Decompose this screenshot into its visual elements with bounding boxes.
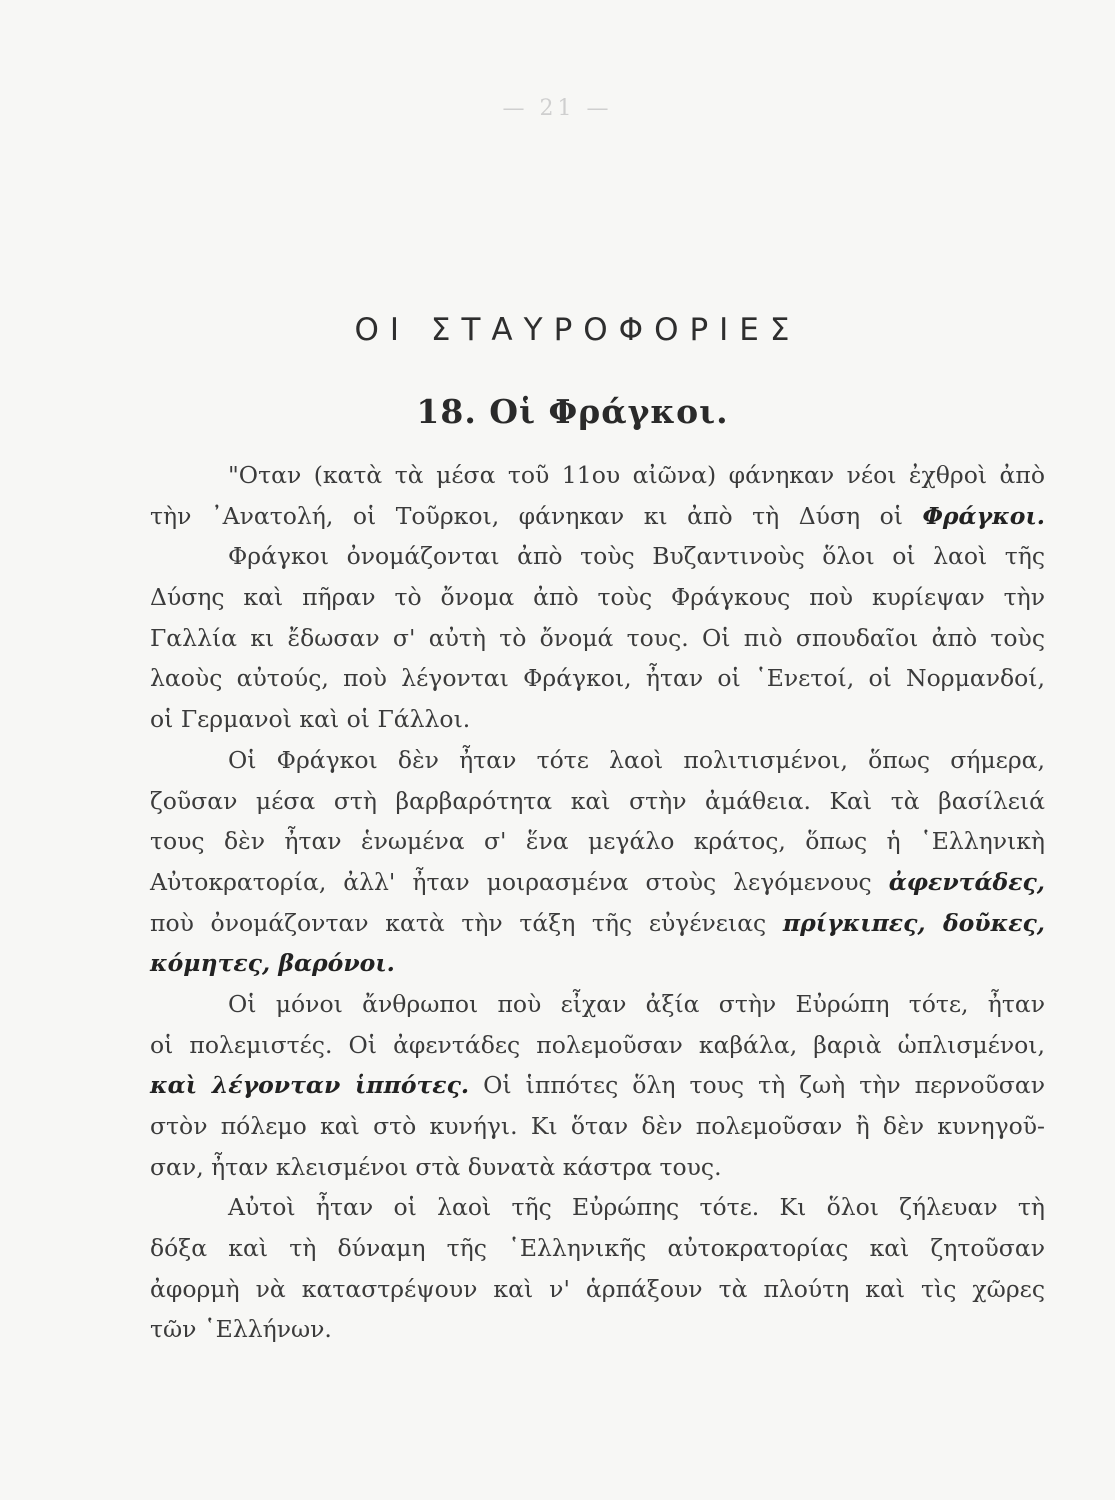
text-segment: ζοῦσαν μέσα στὴ βαρβαρότητα καὶ στὴν ἀμάθεια. Καὶ τὰ βασίλειά <box>150 786 1045 815</box>
text-line <box>150 496 1045 537</box>
text-line <box>150 577 1045 618</box>
text-line <box>150 943 1045 984</box>
text-segment: στὸν πόλεμο καὶ στὸ κυνήγι. Κι ὅταν δὲν πολεμοῦσαν ἢ δὲν κυνηγοῦ- <box>150 1112 1045 1140</box>
emphasized-term: καὶ λέγονταν <box>150 1071 356 1100</box>
text-line <box>150 862 1045 903</box>
emphasized-term: ἱππότες. <box>355 1071 470 1100</box>
text-line <box>150 1106 1045 1147</box>
emphasized-term: Φράγκοι. <box>922 501 1045 530</box>
page-number: — 21 — <box>502 96 613 121</box>
text-segment: τους δὲν ἦταν ἑνωμένα σ' ἕνα μεγάλο κράτος, ὅπως ἡ ῾Ελληνικὴ <box>150 827 1045 856</box>
text-line <box>150 1269 1045 1310</box>
text-segment: δόξα καὶ τὴ δύναμη τῆς ῾Ελληνικῆς αὐτοκρατορίας καὶ ζητοῦσαν <box>150 1234 1045 1263</box>
text-line <box>150 1065 1045 1106</box>
text-segment: Γαλλία κι ἔδωσαν σ' αὐτὴ τὸ ὄνομά τους. Οἱ πιὸ σπουδαῖοι ἀπὸ τοὺς <box>150 623 1045 652</box>
text-line <box>150 455 1045 496</box>
text-segment: σαν, ἦταν κλεισμένοι στὰ δυνατὰ κάστρα τους. <box>150 1152 722 1181</box>
text-line <box>150 618 1045 659</box>
text-line <box>150 699 1045 740</box>
text-segment: ποὺ ὀνομάζονταν κατὰ τὴν τάξη τῆς εὐγένειας <box>150 908 783 937</box>
text-segment: Αὐτοκρατορία, ἀλλ' ἦταν μοιρασμένα στοὺς λεγόμενους <box>150 867 889 896</box>
section-heading: 18. Οἱ Φράγκοι. <box>416 392 729 431</box>
text-segment: "Οταν (κατὰ τὰ μέσα τοῦ 11ου αἰῶνα) φάνηκαν νέοι ἐχθροὶ ἀπὸ <box>228 461 1045 489</box>
text-line <box>150 740 1045 781</box>
text-line <box>150 781 1045 822</box>
text-segment: Οἱ μόνοι ἄνθρωποι ποὺ εἶχαν ἀξία στὴν Εὐρώπη τότε, ἦταν <box>228 989 1045 1018</box>
text-segment: Φράγκοι ὀνομάζονται ἀπὸ τοὺς Βυζαντινοὺς ὅλοι οἱ λαοὶ τῆς <box>228 542 1045 571</box>
emphasized-term: πρίγκιπες, δοῦκες, <box>782 908 1045 937</box>
text-segment: Αὐτοὶ ἦταν οἱ λαοὶ τῆς Εὐρώπης τότε. Κι ὅλοι ζήλευαν τὴ <box>228 1193 1045 1222</box>
text-segment: Οἱ Φράγκοι δὲν ἦταν τότε λαοὶ πολιτισμένοι, ὅπως σήμερα, <box>228 745 1045 774</box>
text-segment: τὴν ᾿Ανατολή, οἱ Τοῦρκοι, φάνηκαν κι ἀπὸ τὴ Δύση οἱ <box>150 501 923 530</box>
emphasized-term: ἀφεντάδες, <box>888 867 1045 896</box>
text-line <box>150 1147 1045 1188</box>
text-line <box>150 658 1045 699</box>
text-segment: οἱ Γερμανοὶ καὶ οἱ Γάλλοι. <box>150 705 471 734</box>
text-line <box>150 821 1045 862</box>
emphasized-term: κόμητες, βαρόνοι. <box>150 949 395 978</box>
text-line <box>150 984 1045 1025</box>
body-text <box>150 455 1045 1350</box>
text-segment: Δύσης καὶ πῆραν τὸ ὄνομα ἀπὸ τοὺς Φράγκους ποὺ κυρίεψαν τὴν <box>150 583 1045 612</box>
text-line <box>150 1187 1045 1228</box>
text-line <box>150 1228 1045 1269</box>
text-line <box>150 536 1045 577</box>
text-line <box>150 1309 1045 1350</box>
text-line <box>150 1025 1045 1066</box>
text-segment: τῶν ῾Ελλήνων. <box>150 1315 332 1344</box>
text-line <box>150 903 1045 944</box>
text-segment: Οἱ ἱππότες ὅλη τους τὴ ζωὴ τὴν περνοῦσαν <box>469 1071 1046 1100</box>
chapter-title: ΟΙ ΣΤΑΥΡΟΦΟΡΙΕΣ <box>354 312 801 348</box>
text-segment: ἀφορμὴ νὰ καταστρέψουν καὶ ν' ἁρπάξουν τὰ πλούτη καὶ τὶς χῶρες <box>150 1274 1045 1303</box>
text-segment: οἱ πολεμιστές. Οἱ ἀφεντάδες πολεμοῦσαν καβάλα, βαριὰ ὡπλισμένοι, <box>150 1030 1045 1059</box>
text-segment: λαοὺς αὐτούς, ποὺ λέγονται Φράγκοι, ἦταν οἱ ῾Ενετοί, οἱ Νορμανδοί, <box>150 664 1045 693</box>
